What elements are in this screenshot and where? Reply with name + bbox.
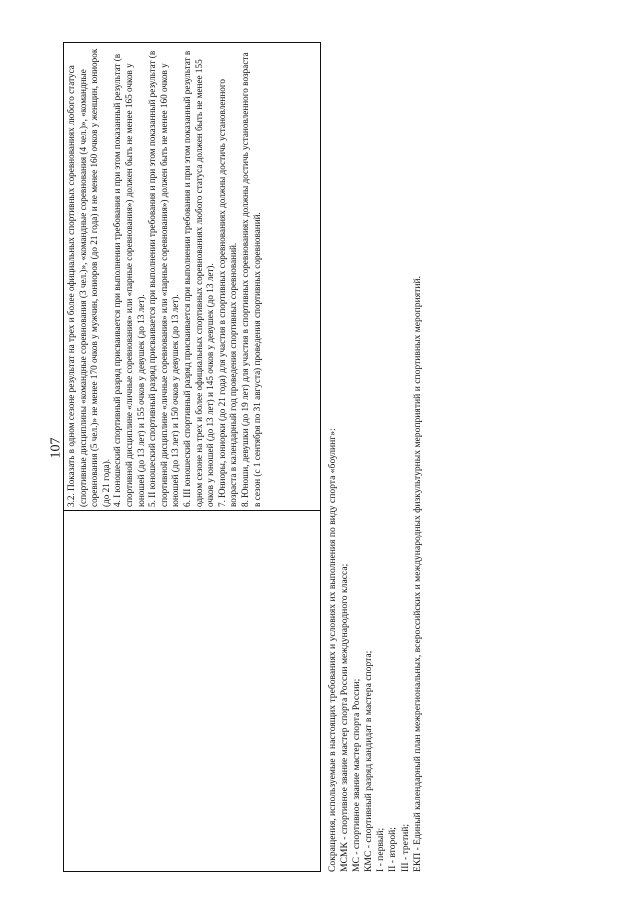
page-number: 107	[48, 437, 64, 459]
abbreviation-line: МС - спортивное звание мастер спорта России;	[351, 678, 363, 872]
abbreviation-line: МСМК - спортивное звание мастер спорта России международного класса;	[339, 563, 351, 872]
abbreviation-line: II - второй;	[387, 827, 399, 872]
rotated-content	[63, 32, 424, 872]
table-item: 3.2. Показать в одном сезоне результат на трех и более официальных спортивных соревнованиях любого статуса (спортивные дисциплины «командные соревнования (3 чел.)», «командные соревнования (4 чел.)», «командные соревнования (5 чел.)» не менее 170 очков у мужчин, юниоров (до 21 года) и не менее 160 очков у женщин, юниорок (до 21 года).	[66, 48, 111, 507]
abbreviation-line: КМС - спортивный разряд кандидат в мастера спорта;	[363, 650, 375, 872]
table-item: 6. III юношеский спортивный разряд присваивается при выполнении требования и при этом показанный результат в одном сезоне на трех и более официальных спортивных соревнованиях любого статуса должен быть не менее 155 очков у юношей (до 13 лет) и 145 очков у девушек (до 13 лет).	[181, 50, 216, 507]
table-item: 5. II юношеский спортивный разряд присваивается при выполнении требования и при этом показанный результат (в спортивной дисциплине «личные соревнования» или «парные соревнования») должен быть не менее 160 очков у юношей (до 13 лет) и 150 очков у девушек (до 13 лет).	[147, 50, 181, 507]
table-item: 7. Юниоры, юниорки (до 21 года) для участия в спортивных соревнованиях должны достичь установленного возраста в календарный год проведения спортивных соревнований.	[216, 79, 239, 507]
table-right-column	[64, 43, 320, 510]
table-left-column	[64, 510, 320, 871]
abbreviation-line: III - третий;	[399, 823, 411, 872]
abbreviations-intro: Сокращения, используемые в настоящих требованиях и условиях их выполнения по виду спорта «боулинг»:	[327, 428, 338, 872]
abbreviation-line: ЕКП - Единый календарный план межрегиональных, всероссийских и международных физкультурных мероприятий и спортивных мероприятий.	[411, 276, 423, 872]
requirements-table	[63, 42, 321, 872]
abbreviations	[327, 42, 424, 872]
abbreviation-line: I - первый;	[375, 827, 387, 872]
table-item: 4. I юношеский спортивный разряд присваивается при выполнении требования и при этом показанный результат (в спортивной дисциплине «личные соревнования» или «парные соревнования») должен быть не менее 165 очков у юношей (до 13 лет) и 155 очков у девушек (до 13 лет).	[112, 53, 146, 507]
table-item: 8. Юноши, девушки (до 19 лет) для участия в спортивных соревнованиях должны достичь установленного возраста в сезон (с 1 сентября по 31 августа) проведения спортивных соревнований.	[239, 52, 262, 507]
